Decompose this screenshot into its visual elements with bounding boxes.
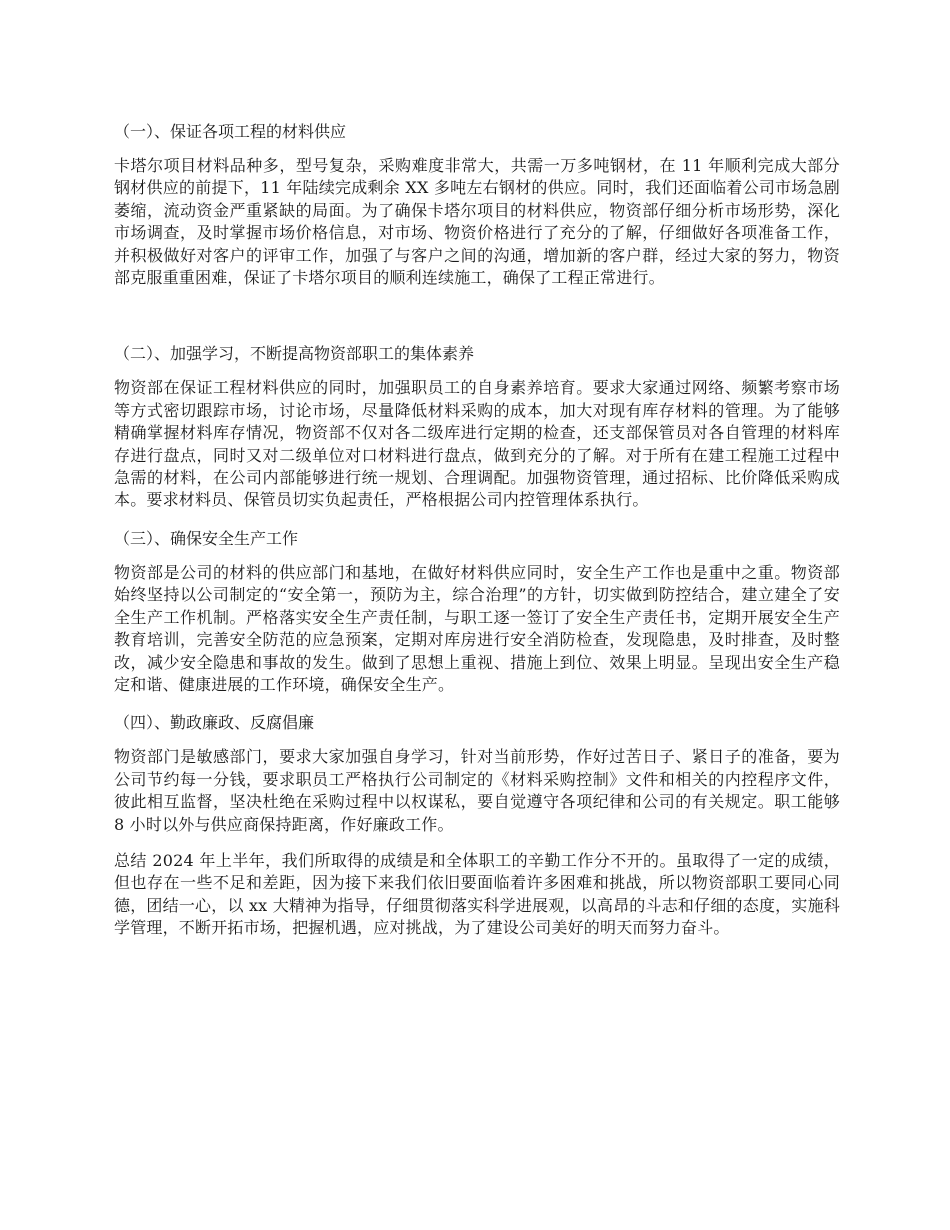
- section-heading-4: （四）、勤政廉政、反腐倡廉: [114, 713, 315, 733]
- section-heading-2: （二）、加强学习，不断提高物资部职工的集体素养: [114, 344, 475, 364]
- section-heading-1: （一）、保证各项工程的材料供应: [114, 122, 347, 141]
- conclusion-paragraph: 总结 2024 年上半年，我们所取得的成绩是和全体职工的辛勤工作分不开的。虽取得了一定的成绩，但也存在一些不足和差距，因为接下来我们依旧要面临着许多困难和挑战，所以物资部职工要同心同德，团结一心，以 xx 大精神为指导，仔细贯彻落实科学进展观，以高昂的斗志和仔细的态度，实施科学管理，不断开拓市场，把握机遇，应对挑战，为了建设公司美好的明天而努力奋斗。: [114, 850, 840, 938]
- section-spacer: [114, 303, 840, 341]
- section-body-4: 物资部门是敏感部门，要求大家加强自身学习，针对当前形势，作好过苦日子、紧日子的准备，要为公司节约每一分钱，要求职员工严格执行公司制定的《材料采购控制》文件和相关的内控程序文件，彼此相互监督，坚决杜绝在采购过程中以权谋私，要自觉遵守各项纪律和公司的有关规定。职工能够 8 小时以外与供应商保持距离，作好廉政工作。: [114, 747, 840, 834]
- section-body-1: 卡塔尔项目材料品种多，型号复杂，采购难度非常大，共需一万多吨钢材，在 11 年顺利完成大部分钢材供应的前提下，11 年陆续完成剩余 XX 多吨左右钢材的供应。同时，我们还面临着公司市场急剧萎缩，流动资金严重紧缺的局面。为了确保卡塔尔项目的材料供应，物资部仔细分析市场形势，深化市场调查，及时掌握市场价格信息，对市场、物资价格进行了充分的了解，仔细做好各项准备工作，并积极做好对客户的评审工作，加强了与客户之间的沟通，增加新的客户群，经过大家的努力，物资部克服重重困难，保证了卡塔尔项目的顺利连续施工，确保了工程正常进行。: [114, 156, 840, 288]
- section-body-3: 物资部是公司的材料的供应部门和基地，在做好材料供应同时，安全生产工作也是重中之重。物资部始终坚持以公司制定的“安全第一，预防为主，综合治理”的方针，切实做到防控结合，建立建全了安全生产工作机制。严格落实安全生产责任制，与职工逐一签订了安全生产责任书，定期开展安全生产教育培训，完善安全防范的应急预案，定期对库房进行安全消防检查，发现隐患，及时排查，及时整改，减少安全隐患和事故的发生。做到了思想上重视、措施上到位、效果上明显。呈现出安全生产稳定和谐、健康进展的工作环境，确保安全生产。: [114, 562, 840, 694]
- section-heading-3: （三）、确保安全生产工作: [114, 528, 299, 548]
- document-page: [114, 119, 840, 954]
- section-body-2: 物资部在保证工程材料供应的同时，加强职员工的自身素养培育。要求大家通过网络、频繁考察市场等方式密切跟踪市场，讨论市场，尽量降低材料采购的成本，加大对现有库存材料的管理。为了能够精确掌握材料库存情况，物资部不仅对各二级库进行定期的检查，还支部保管员对各自管理的材料库存进行盘点，同时又对二级单位对口材料进行盘点，做到充分的了解。对于所有在建工程施工过程中急需的材料，在公司内部能够进行统一规划、合理调配。加强物资管理，通过招标、比价降低采购成本。要求材料员、保管员切实负起责任，严格根据公司内控管理体系执行。: [114, 378, 840, 510]
